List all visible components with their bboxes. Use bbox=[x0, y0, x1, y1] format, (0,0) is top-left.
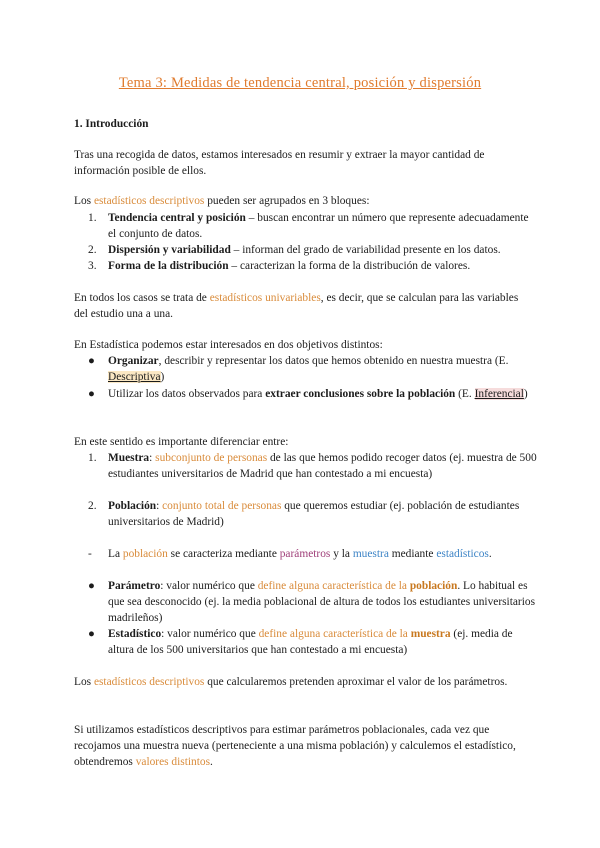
term-univariate: estadísticos univariables bbox=[209, 292, 321, 304]
text: y la bbox=[330, 548, 353, 560]
highlight-inferencial: Inferencial bbox=[474, 388, 524, 400]
text: mediante bbox=[388, 548, 437, 560]
descriptive-paragraph bbox=[74, 193, 534, 209]
item-bold: Población bbox=[108, 500, 157, 512]
item-bold: Forma de la distribución bbox=[108, 260, 229, 272]
text: La bbox=[108, 548, 123, 560]
item-bold: extraer conclusiones sobre la población bbox=[265, 388, 456, 400]
bullet: ● bbox=[88, 355, 95, 367]
term-conjunto: conjunto total de personas bbox=[162, 500, 282, 512]
item-text: que queremos estudiar (ej. población de estudiantes universitarios de Madrid) bbox=[108, 500, 520, 528]
term-valores: valores distintos bbox=[135, 756, 211, 768]
objectives-paragraph: En Estadística podemos estar interesados en dos objetivos distintos: bbox=[74, 339, 383, 351]
item-text: ) bbox=[160, 371, 165, 383]
item-text: (ej. media de altura de los 500 universitarios que han contestado a mi encuesta) bbox=[108, 628, 513, 656]
text: Los bbox=[74, 676, 94, 688]
term-poblacion-bold: población bbox=[409, 580, 458, 592]
item-text: , describir y representar los datos que hemos obtenido en nuestra muestra (E. bbox=[158, 355, 509, 367]
text: Si utilizamos estadísticos descriptivos para estimar parámetros poblacionales, cada vez que recojamos una muestra nueva (perteneciente a una misma población) y calculemos el estadístico, obtendremos bbox=[74, 724, 516, 768]
item-text: (E. bbox=[455, 388, 475, 400]
section-heading: 1. Introducción bbox=[74, 118, 149, 130]
estimate-paragraph bbox=[74, 722, 534, 770]
item-bold: Dispersión y variabilidad bbox=[108, 244, 231, 256]
list-number: 1. bbox=[88, 212, 97, 224]
item-text: – buscan encontrar un número que represente adecuadamente el conjunto de datos. bbox=[108, 212, 529, 240]
text: . bbox=[210, 756, 213, 768]
item-bold: Muestra bbox=[108, 452, 150, 464]
difference-paragraph: En este sentido es importante diferenciar entre: bbox=[74, 436, 289, 448]
highlight-descriptiva: Descriptiva bbox=[108, 371, 161, 383]
term-descriptive: estadísticos descriptivos bbox=[93, 195, 205, 207]
approx-paragraph bbox=[74, 674, 534, 690]
item-bold: Parámetro bbox=[108, 580, 161, 592]
term-define: define alguna característica de la bbox=[258, 628, 411, 640]
item-text: ) bbox=[523, 388, 528, 400]
bullet: ● bbox=[88, 628, 95, 640]
term-subconjunto: subconjunto de personas bbox=[155, 452, 268, 464]
term-define: define alguna característica de la bbox=[257, 580, 410, 592]
item-text: . Lo habitual es que sea desconocido (ej. la media poblacional de altura de todos los estudiantes universitarios madrileños) bbox=[108, 580, 536, 624]
list-number: 2. bbox=[88, 500, 97, 512]
text: pueden ser agrupados en 3 bloques: bbox=[204, 195, 370, 207]
term-estadisticos: estadísticos bbox=[436, 548, 489, 560]
list-number: 3. bbox=[88, 260, 97, 272]
item-text: de las que hemos podido recoger datos (ej. muestra de 500 estudiantes universitarios de Madrid que han contestado a mi encuesta) bbox=[108, 452, 537, 480]
item-bold: Organizar bbox=[108, 355, 159, 367]
term-muestra: muestra bbox=[352, 548, 389, 560]
text: En todos los casos se trata de bbox=[74, 292, 210, 304]
item-bold: Estadístico bbox=[108, 628, 162, 640]
list-number: 2. bbox=[88, 244, 97, 256]
term-poblacion: población bbox=[122, 548, 168, 560]
item-text: : valor numérico que bbox=[161, 628, 259, 640]
list-number: 1. bbox=[88, 452, 97, 464]
bullet: ● bbox=[88, 388, 95, 400]
item-text: : bbox=[156, 500, 163, 512]
univariate-paragraph bbox=[74, 290, 534, 322]
item-text: – caracterizan la forma de la distribución de valores. bbox=[228, 260, 471, 272]
text: que calcularemos pretenden aproximar el valor de los parámetros. bbox=[204, 676, 508, 688]
text: . bbox=[488, 548, 492, 560]
item-text: – informan del grado de variabilidad presente en los datos. bbox=[230, 244, 501, 256]
term-descriptive: estadísticos descriptivos bbox=[93, 676, 205, 688]
item-bold: Tendencia central y posición bbox=[108, 212, 246, 224]
text: , es decir, que se calculan para las variables del estudio una a una. bbox=[74, 292, 519, 320]
item-text: : bbox=[149, 452, 156, 464]
item-text: Utilizar los datos observados para bbox=[108, 388, 266, 400]
bullet: ● bbox=[88, 580, 95, 592]
term-muestra-bold: muestra bbox=[410, 628, 451, 640]
item-text: : valor numérico que bbox=[160, 580, 258, 592]
dash-marker: - bbox=[88, 548, 92, 560]
term-parametros: parámetros bbox=[279, 548, 331, 560]
text: Los bbox=[74, 195, 94, 207]
page-title: Tema 3: Medidas de tendencia central, posición y dispersión bbox=[118, 75, 482, 91]
intro-paragraph: Tras una recogida de datos, estamos interesados en resumir y extraer la mayor cantidad de información posible de ellos. bbox=[74, 149, 485, 177]
text: se caracteriza mediante bbox=[167, 548, 280, 560]
